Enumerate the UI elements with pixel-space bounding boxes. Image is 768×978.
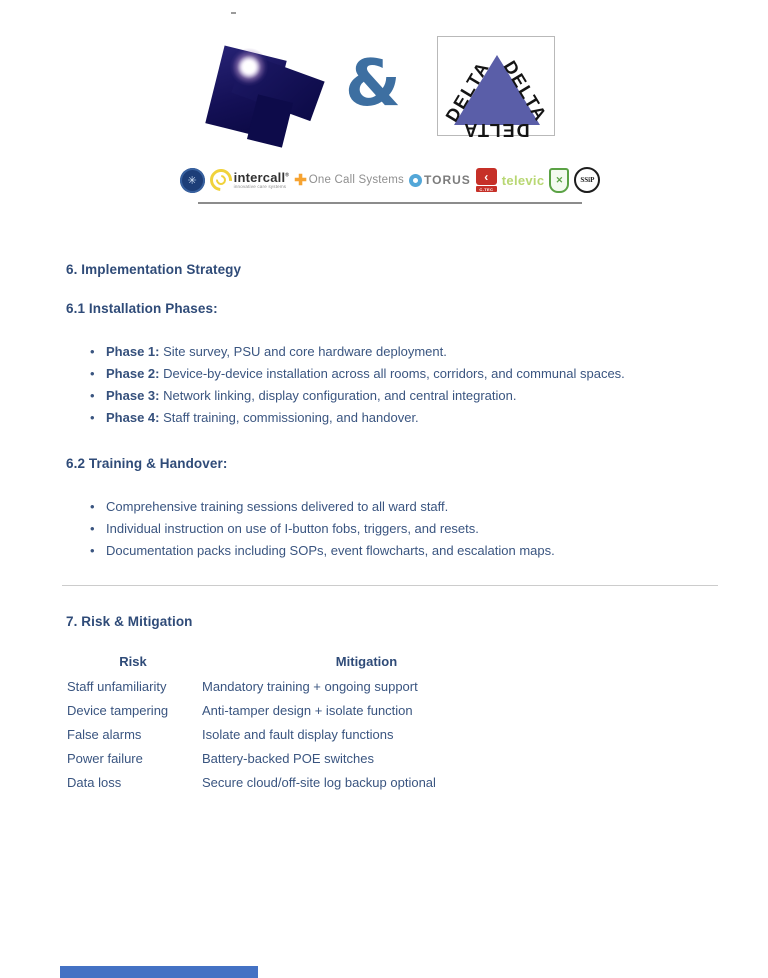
torus-logo (409, 173, 471, 187)
one-call-systems-label: One Call Systems (308, 174, 404, 186)
training-handover-list (88, 496, 688, 562)
televic-logo (502, 173, 545, 188)
risk-cell: Data loss (67, 774, 122, 790)
ssip-badge-icon: SSiP (574, 167, 600, 193)
risk-cell: Device tampering (67, 702, 169, 718)
sparkle-core-icon (244, 62, 254, 72)
risk-cell: Power failure (67, 750, 143, 766)
section-6-1-heading: 6.1 Installation Phases: (66, 301, 218, 316)
intercall-tagline: innovative care systems (233, 183, 287, 189)
mitigation-column-header: Mitigation (335, 653, 398, 669)
delta-word-bottom: DELTA (462, 120, 530, 140)
one-call-systems-logo (294, 173, 404, 188)
list-item: • Comprehensive training sessions delivered to all ward staff. (88, 496, 688, 518)
table-row (66, 722, 531, 746)
list-item: • Documentation packs including SOPs, event flowcharts, and escalation maps. (88, 540, 688, 562)
list-item: • Phase 1: Site survey, PSU and core hardware deployment. (88, 341, 666, 363)
list-item: • Phase 4: Staff training, commissioning, and handover. (88, 407, 666, 429)
list-item: • Individual instruction on use of I-button fobs, triggers, and resets. (88, 518, 688, 540)
mitigation-cell: Battery-backed POE switches (202, 750, 374, 766)
stray-mark (231, 12, 236, 14)
mitigation-cell: Mandatory training + ongoing support (202, 678, 418, 694)
mitigation-cell: Secure cloud/off-site log backup optional (202, 774, 436, 790)
ampersand-text: & (345, 47, 401, 121)
c-tec-arrow-icon: ‹ (476, 168, 497, 185)
table-row (66, 746, 531, 770)
risk-mitigation-table (66, 648, 531, 794)
plus-icon: ✚ (294, 171, 307, 189)
intercall-swirl-icon (205, 165, 236, 196)
section-6-heading: 6. Implementation Strategy (66, 262, 242, 277)
ssip-badge (574, 167, 600, 193)
mitigation-cell: Isolate and fault display functions (202, 726, 394, 742)
list-item: • Phase 2: Device-by-device installation across all rooms, corridors, and communal spaces. (88, 363, 666, 385)
list-item: • Phase 3: Network linking, display configuration, and central integration. (88, 385, 666, 407)
registered-mark: ® (285, 172, 290, 179)
intercall-label: intercall (233, 169, 286, 185)
c-tec-logo (476, 168, 497, 192)
accreditation-badge (180, 168, 205, 193)
delta-word-left: DELTA (441, 57, 494, 126)
section-7-heading: 7. Risk & Mitigation (66, 614, 193, 629)
torus-ring-icon (409, 174, 422, 187)
table-row (66, 698, 531, 722)
risk-column-header: Risk (119, 653, 147, 669)
next-page-table-header-partial (60, 966, 258, 978)
table-row (66, 770, 531, 794)
c-tec-label: C-TEC (476, 186, 497, 192)
mitigation-cell: Anti-tamper design + isolate function (202, 702, 413, 718)
risk-cell: Staff unfamiliarity (67, 678, 167, 694)
company-logo-3d (208, 40, 326, 144)
televic-label: televic (501, 172, 545, 188)
shield-badge (549, 168, 569, 193)
section-6-2-heading: 6.2 Training & Handover: (66, 456, 228, 471)
partner-logo-strip (187, 162, 595, 204)
risk-cell: False alarms (67, 726, 142, 742)
installation-phases-list (88, 341, 666, 429)
horizontal-divider (62, 585, 718, 586)
accreditation-badge-icon: ✳ (180, 168, 205, 193)
torus-label: TORUS (424, 173, 471, 187)
delta-logo (437, 36, 555, 140)
shield-badge-icon: ✕ (549, 168, 569, 193)
delta-word-right: DELTA (499, 57, 552, 126)
table-row (66, 674, 531, 698)
intercall-logo (210, 169, 290, 191)
table-header-row (66, 648, 531, 674)
